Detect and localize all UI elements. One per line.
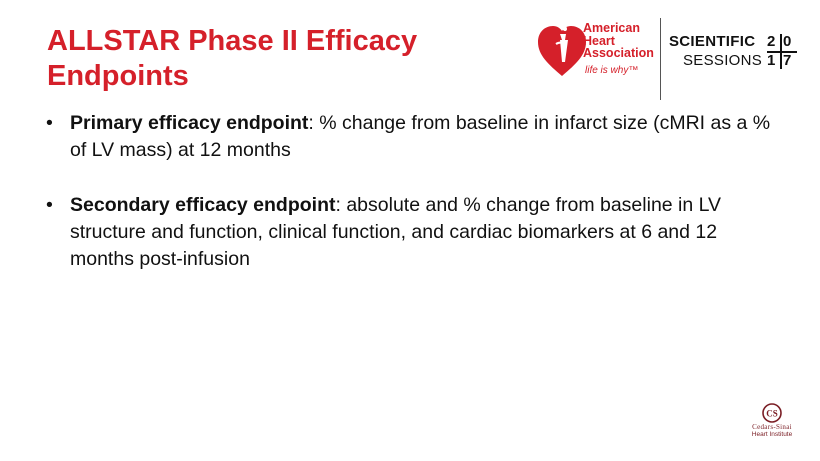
bullet-list: [44, 110, 784, 273]
bullet-primary-endpoint: [44, 110, 784, 164]
year-divider-horizontal: [767, 51, 797, 53]
cedars-name: Cedars-Sinai: [752, 423, 792, 431]
cedars-institute: Heart Institute: [751, 431, 793, 438]
aha-name-line-2: Heart: [583, 33, 615, 48]
cedars-monogram-icon: [760, 403, 784, 423]
aha-name-line-3: Association: [583, 46, 654, 60]
sessions-year-grid: [767, 33, 797, 69]
slide-title: [47, 24, 477, 94]
year-digit-2: 0: [783, 33, 792, 50]
logo-divider: [660, 18, 661, 100]
bullet-dot: •: [46, 112, 53, 134]
aha-wordmark: [583, 22, 654, 60]
aha-name-line-1: American: [583, 21, 640, 35]
cedars-monogram: CS: [766, 408, 778, 419]
scientific-sessions-logo: [669, 33, 799, 71]
bullet-1-text: : % change from baseline in infarct size (cMRI as a % of LV mass) at 12 months: [70, 112, 771, 161]
year-digit-1: 2: [767, 33, 776, 50]
title-line-1: ALLSTAR Phase II Efficacy: [47, 25, 418, 57]
aha-tagline: life is why™: [585, 65, 639, 76]
aha-logo: [533, 14, 663, 84]
bullet-2-bold: Secondary efficacy endpoint: [70, 194, 336, 216]
cedars-sinai-logo: [742, 403, 802, 445]
bullet-2-text: : absolute and % change from baseline in LV structure and function, clinical function, and cardiac biomarkers at 6 and 12 months post-infusion: [70, 194, 722, 270]
sessions-word-1: SCIENTIFIC: [669, 33, 756, 50]
bullet-1-bold: Primary efficacy endpoint: [70, 112, 309, 134]
title-line-2: Endpoints: [47, 60, 189, 92]
year-digit-4: 7: [783, 52, 792, 69]
bullet-dot: •: [46, 194, 53, 216]
year-digit-3: 1: [767, 52, 776, 69]
bullet-secondary-endpoint: [44, 192, 784, 273]
sessions-word-2: SESSIONS: [683, 52, 763, 69]
heart-torch-icon: [536, 18, 588, 78]
